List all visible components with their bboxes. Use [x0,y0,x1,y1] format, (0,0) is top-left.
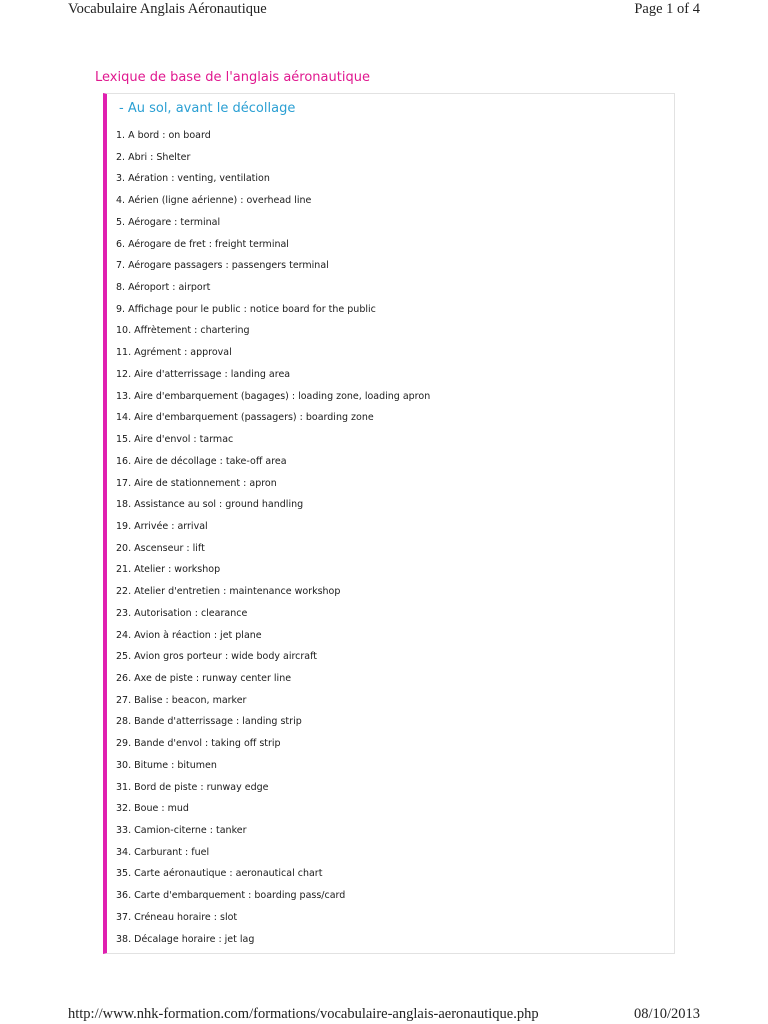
content-box [103,93,675,954]
list-item: 14. Aire d'embarquement (passagers) : boarding zone [116,412,374,424]
list-item: 37. Créneau horaire : slot [116,911,238,923]
list-item: 5. Aérogare : terminal [116,216,221,228]
list-item: 30. Bitume : bitumen [116,759,217,771]
list-item: 3. Aération : venting, ventilation [116,173,270,185]
list-item: 20. Ascenseur : lift [116,542,205,554]
list-item: 7. Aérogare passagers : passengers terminal [116,260,329,272]
list-item: 35. Carte aéronautique : aeronautical chart [116,868,323,880]
list-item: 34. Carburant : fuel [116,846,210,858]
source-url: http://www.nhk-formation.com/formations/vocabulaire-anglais-aeronautique.php [68,1006,539,1022]
list-item: 6. Aérogare de fret : freight terminal [116,238,289,250]
list-item: 36. Carte d'embarquement : boarding pass/card [116,890,346,902]
list-item: 29. Bande d'envol : taking off strip [116,738,281,750]
list-item: 8. Aéroport : airport [116,282,211,294]
list-item: 10. Affrètement : chartering [116,325,250,337]
list-item: 31. Bord de piste : runway edge [116,781,269,793]
document-title: Vocabulaire Anglais Aéronautique [68,1,267,17]
list-item: 15. Aire d'envol : tarmac [116,434,234,446]
list-item: 27. Balise : beacon, marker [116,694,247,706]
lexique-title: Lexique de base de l'anglais aéronautique [95,70,370,85]
list-item: 21. Atelier : workshop [116,564,221,576]
list-item: 11. Agrément : approval [116,347,232,359]
list-item: 26. Axe de piste : runway center line [116,672,292,684]
print-date: 08/10/2013 [633,1006,700,1022]
list-item: 13. Aire d'embarquement (bagages) : loading zone, loading apron [116,390,431,402]
list-item: 16. Aire de décollage : take-off area [116,455,287,467]
list-item: 22. Atelier d'entretien : maintenance workshop [116,586,341,598]
list-item: 23. Autorisation : clearance [116,607,248,619]
list-item: 38. Décalage horaire : jet lag [116,933,255,945]
list-item: 19. Arrivée : arrival [116,520,208,532]
list-item: 17. Aire de stationnement : apron [116,477,277,489]
page-header [68,0,700,20]
list-item: 2. Abri : Shelter [116,151,191,163]
list-item: 1. A bord : on board [116,130,211,141]
page-number: Page 1 of 4 [634,1,700,17]
list-item: 4. Aérien (ligne aérienne) : overhead line [116,195,312,207]
section-title: - Au sol, avant le décollage [119,101,296,116]
list-item: 18. Assistance au sol : ground handling [116,499,304,511]
list-item: 32. Boue : mud [116,803,189,815]
list-item: 28. Bande d'atterrissage : landing strip [116,716,302,728]
page-footer [68,1006,700,1024]
vocab-list [116,128,430,953]
list-item: 12. Aire d'atterrissage : landing area [116,368,291,380]
list-item: 25. Avion gros porteur : wide body aircraft [116,651,318,663]
list-item: 9. Affichage pour le public : notice board for the public [116,303,376,315]
list-item: 33. Camion-citerne : tanker [116,825,247,836]
list-item: 24. Avion à réaction : jet plane [116,629,262,641]
